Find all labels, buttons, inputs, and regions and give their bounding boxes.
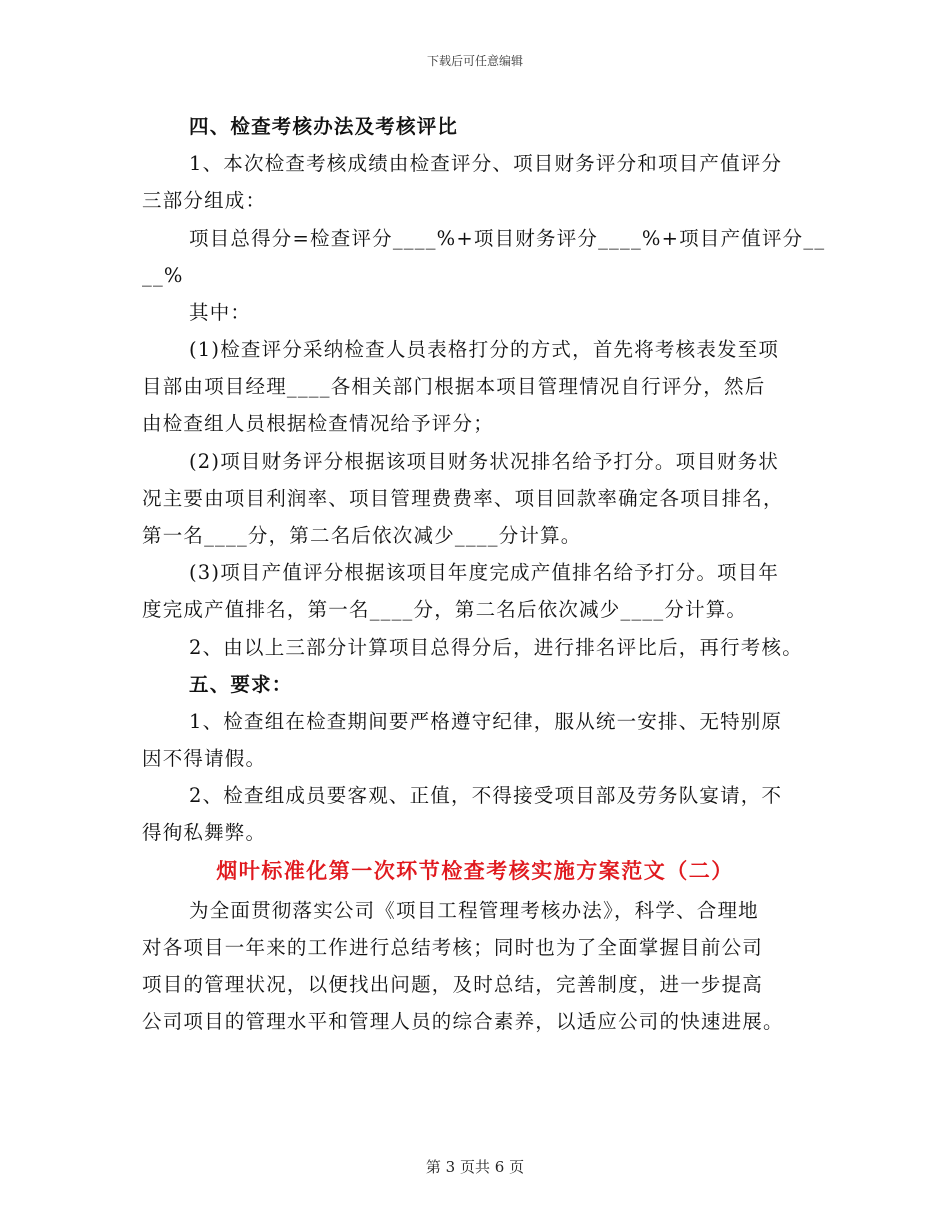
- paragraph-line: 目部由项目经理____各相关部门根据本项目管理情况自行评分，然后: [142, 375, 766, 398]
- paragraph-line: 1、本次检查考核成绩由检查评分、项目财务评分和项目产值评分: [189, 152, 783, 175]
- paragraph-line: __%: [142, 264, 184, 287]
- paragraph-line: (3)项目产值评分根据该项目年度完成产值排名给予打分。项目年: [189, 561, 780, 584]
- document-title: 烟叶标准化第一次环节检查考核实施方案范文（二）: [216, 858, 734, 883]
- paragraph-line: 项目的管理状况，以便找出问题，及时总结，完善制度，进一步提高: [142, 973, 764, 996]
- paragraph-line: 第一名____分，第二名后依次减少____分计算。: [142, 524, 582, 547]
- paragraph-line: 2、由以上三部分计算项目总得分后，进行排名评比后，再行考核。: [189, 636, 803, 659]
- section-heading-requirements: 五、要求：: [189, 673, 293, 696]
- paragraph-line: 为全面贯彻落实公司《项目工程管理考核办法》，科学、合理地: [189, 899, 759, 922]
- page-header: 下载后可任意编辑: [426, 54, 523, 68]
- page-footer: 第 3 页共 6 页: [425, 1158, 525, 1176]
- paragraph-line: 得徇私舞弊。: [142, 821, 267, 844]
- paragraph-line: 项目总得分=检查评分____%+项目财务评分____%+项目产值评分__: [189, 227, 826, 250]
- paragraph-line: 2、检查组成员要客观、正值，不得接受项目部及劳务队宴请，不: [189, 784, 783, 807]
- paragraph-line: 因不得请假。: [142, 747, 267, 770]
- paragraph-line: 1、检查组在检查期间要严格遵守纪律，服从统一安排、无特别原: [189, 710, 783, 733]
- paragraph-line: (1)检查评分采纳检查人员表格打分的方式，首先将考核表发至项: [189, 338, 780, 361]
- section-heading-inspection-method: 四、检查考核办法及考核评比: [189, 115, 459, 138]
- paragraph-line: 三部分组成：: [142, 189, 267, 212]
- paragraph-line: 由检查组人员根据检查情况给予评分；: [142, 412, 494, 435]
- paragraph-line: 对各项目一年来的工作进行总结考核；同时也为了全面掌握目前公司: [142, 936, 764, 959]
- paragraph-line: (2)项目财务评分根据该项目财务状况排名给予打分。项目财务状: [189, 450, 780, 473]
- paragraph-line: 况主要由项目利润率、项目管理费费率、项目回款率确定各项目排名，: [142, 487, 784, 510]
- paragraph-line: 公司项目的管理水平和管理人员的综合素养，以适应公司的快速进展。: [142, 1010, 784, 1033]
- paragraph-line: 度完成产值排名，第一名____分，第二名后依次减少____分计算。: [142, 598, 748, 621]
- paragraph-line: 其中：: [189, 301, 252, 324]
